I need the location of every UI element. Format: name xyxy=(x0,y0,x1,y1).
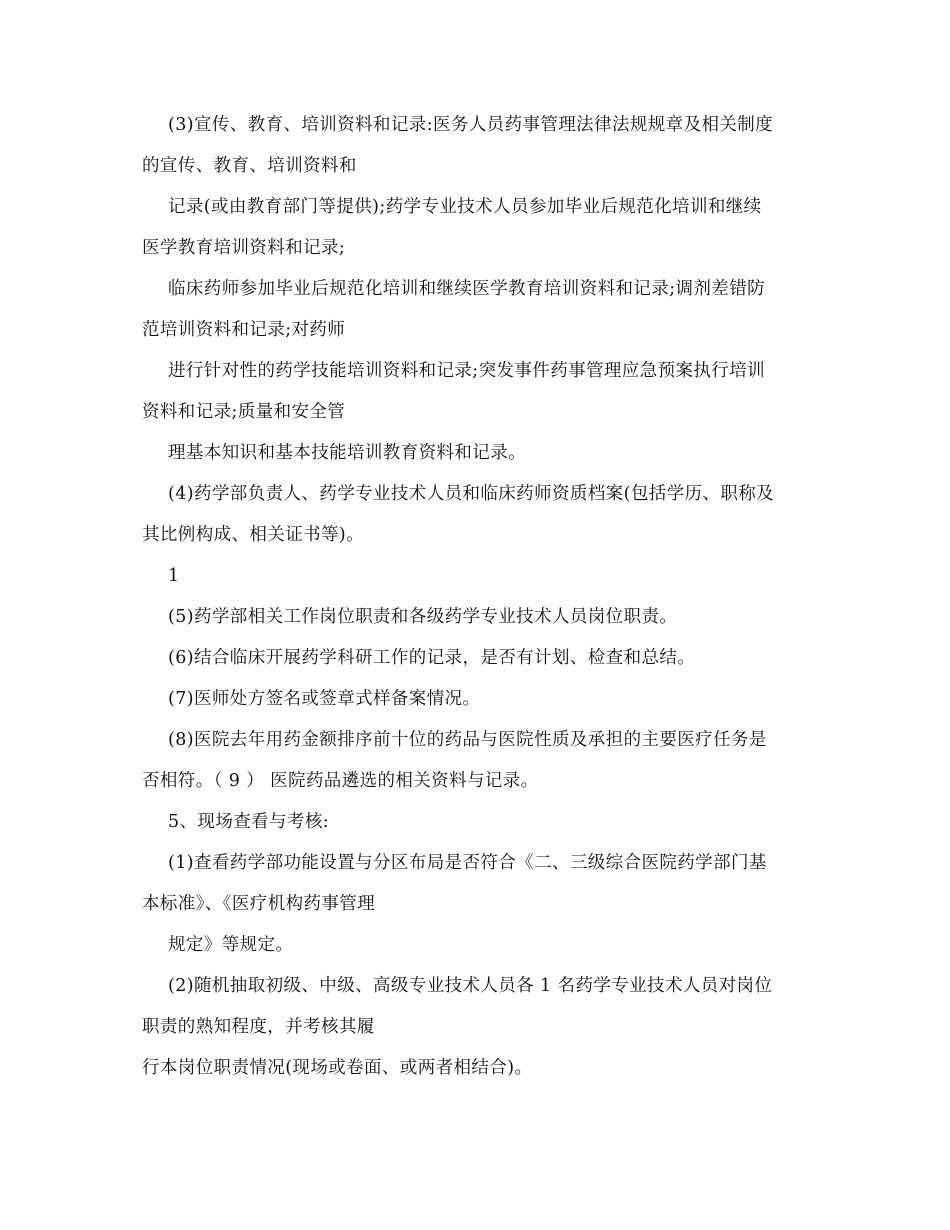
text-line: 其比例构成、相关证书等)。 xyxy=(142,525,365,545)
text-line: 规定》等规定。 xyxy=(168,935,294,955)
text-line: 资料和记录;质量和安全管 xyxy=(142,402,346,422)
text-line: 行本岗位职责情况(现场或卷面、或两者相结合)。 xyxy=(142,1058,533,1078)
text-line: (5)药学部相关工作岗位职责和各级药学专业技术人员岗位职责。 xyxy=(168,607,678,627)
text-line: 理基本知识和基本技能培训教育资料和记录。 xyxy=(168,443,526,463)
text-line: 医学教育培训资料和记录; xyxy=(142,238,346,258)
text-line: 临床药师参加毕业后规范化培训和继续医学教育培训资料和记录;调剂差错防 xyxy=(168,279,765,299)
section-heading: 5、现场查看与考核: xyxy=(168,812,330,832)
text-line: 范培训资料和记录;对药师 xyxy=(142,320,346,340)
text-line: (4)药学部负责人、药学专业技术人员和临床药师资质档案(包括学历、职称及 xyxy=(168,484,775,504)
text-line: 职责的熟知程度，并考核其履 xyxy=(142,1017,375,1037)
text-line: (2)随机抽取初级、中级、高级专业技术人员各 1 名药学专业技术人员对岗位 xyxy=(168,976,773,996)
text-line: 否相符。（ 9 ） 医院药品遴选的相关资料与记录。 xyxy=(142,771,539,791)
text-line: 的宣传、教育、培训资料和 xyxy=(142,156,357,176)
text-line: (3)宣传、教育、培训资料和记录:医务人员药事管理法律法规规章及相关制度 xyxy=(168,115,774,135)
text-line: (1)查看药学部功能设置与分区布局是否符合《二、三级综合医院药学部门基 xyxy=(168,853,767,873)
text-line: 进行针对性的药学技能培训资料和记录;突发事件药事管理应急预案执行培训 xyxy=(168,361,765,381)
text-line: (8)医院去年用药金额排序前十位的药品与医院性质及承担的主要医疗任务是 xyxy=(168,730,767,750)
page-number: 1 xyxy=(168,566,180,586)
text-line: (6)结合临床开展药学科研工作的记录，是否有计划、检查和总结。 xyxy=(168,648,696,668)
text-line: (7)医师处方签名或签章式样备案情况。 xyxy=(168,689,481,709)
text-line: 本标准》、《医疗机构药事管理 xyxy=(142,894,376,914)
text-line: 记录(或由教育部门等提供);药学专业技术人员参加毕业后规范化培训和继续 xyxy=(168,197,762,217)
